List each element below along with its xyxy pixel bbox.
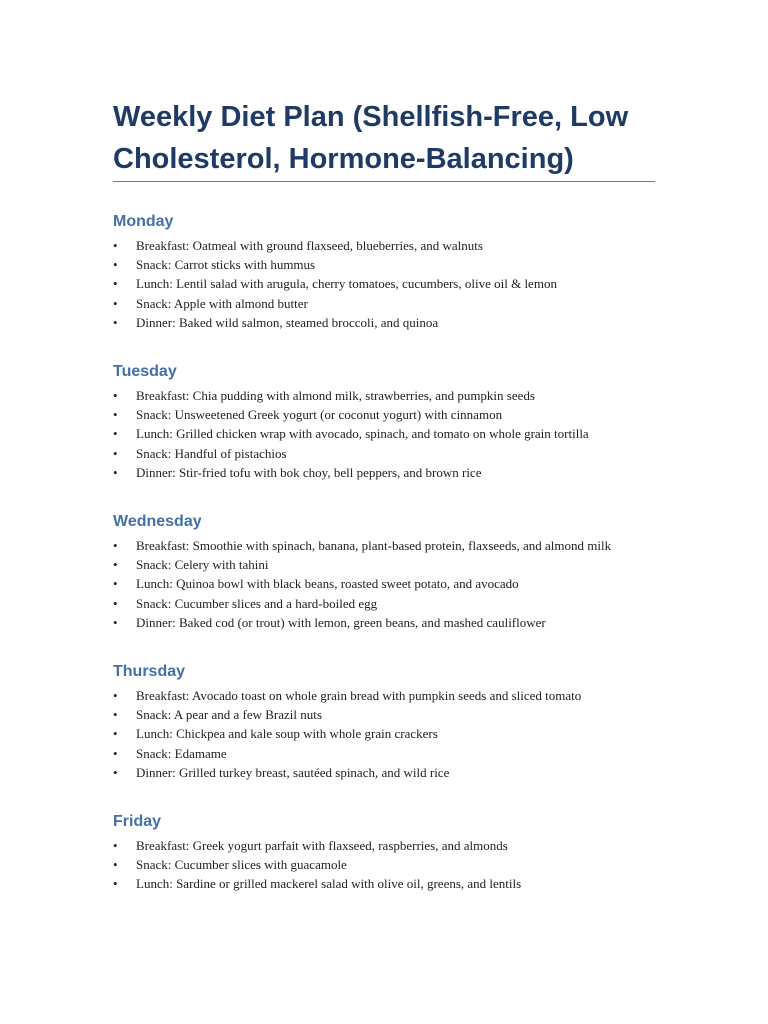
meal-text: Breakfast: Smoothie with spinach, banana, plant-based protein, flaxseeds, and almond milk <box>136 538 612 554</box>
day-heading: Thursday <box>113 663 186 681</box>
meal-list-item <box>113 705 656 724</box>
bullet-icon: • <box>113 388 118 404</box>
days-container <box>113 212 658 894</box>
meal-list <box>113 536 658 632</box>
meal-list-item <box>113 424 656 443</box>
bullet-icon: • <box>113 464 118 480</box>
day-heading: Wednesday <box>113 513 202 531</box>
meal-text: Snack: Cucumber slices and a hard-boiled egg <box>136 595 378 611</box>
meal-text: Snack: A pear and a few Brazil nuts <box>136 707 322 723</box>
meal-list-item <box>113 555 656 574</box>
bullet-icon: • <box>113 445 118 461</box>
meal-text: Lunch: Quinoa bowl with black beans, roasted sweet potato, and avocado <box>136 576 519 592</box>
meal-list-item <box>113 574 656 593</box>
day-heading: Monday <box>113 213 174 230</box>
meal-list-item <box>113 836 656 855</box>
meal-list-item <box>113 313 656 332</box>
meal-list-item <box>113 724 656 743</box>
meal-list-item <box>113 744 656 763</box>
bullet-icon: • <box>113 314 118 330</box>
bullet-icon: • <box>113 538 118 554</box>
meal-text: Breakfast: Avocado toast on whole grain bread with pumpkin seeds and sliced tomato <box>136 688 582 704</box>
bullet-icon: • <box>113 614 118 630</box>
meal-text: Breakfast: Chia pudding with almond milk, strawberries, and pumpkin seeds <box>136 388 535 404</box>
meal-text: Breakfast: Greek yogurt parfait with flaxseed, raspberries, and almonds <box>136 838 508 854</box>
meal-text: Lunch: Grilled chicken wrap with avocado, spinach, and tomato on whole grain tortilla <box>136 426 589 442</box>
meal-list-item <box>113 686 656 705</box>
bullet-icon: • <box>113 688 118 704</box>
bullet-icon: • <box>113 745 118 761</box>
meal-list-item <box>113 613 656 632</box>
meal-list-item <box>113 294 656 313</box>
bullet-icon: • <box>113 295 118 311</box>
meal-list <box>113 836 658 894</box>
meal-list <box>113 686 658 782</box>
meal-text: Dinner: Baked cod (or trout) with lemon, green beans, and mashed cauliflower <box>136 614 546 630</box>
bullet-icon: • <box>113 838 118 854</box>
meal-text: Snack: Cucumber slices with guacamole <box>136 857 347 873</box>
bullet-icon: • <box>113 857 118 873</box>
meal-list-item <box>113 536 656 555</box>
meal-list-item <box>113 855 656 874</box>
meal-text: Snack: Handful of pistachios <box>136 445 287 461</box>
meal-list-item <box>113 405 656 424</box>
bullet-icon: • <box>113 276 118 292</box>
day-section-monday <box>113 212 658 332</box>
meal-text: Dinner: Stir-fried tofu with bok choy, bell peppers, and brown rice <box>136 464 482 480</box>
meal-list-item <box>113 386 656 405</box>
bullet-icon: • <box>113 238 118 253</box>
meal-text: Dinner: Grilled turkey breast, sautéed spinach, and wild rice <box>136 764 450 780</box>
bullet-icon: • <box>113 557 118 573</box>
meal-list <box>113 236 658 332</box>
meal-text: Snack: Edamame <box>136 745 227 761</box>
day-section-friday <box>113 812 658 894</box>
bullet-icon: • <box>113 426 118 442</box>
bullet-icon: • <box>113 407 118 423</box>
meal-list-item <box>113 594 656 613</box>
meal-list-item <box>113 236 656 255</box>
bullet-icon: • <box>113 576 118 592</box>
bullet-icon: • <box>113 876 118 892</box>
meal-list <box>113 386 658 482</box>
day-heading: Tuesday <box>113 363 177 381</box>
meal-text: Dinner: Baked wild salmon, steamed broccoli, and quinoa <box>136 314 439 330</box>
bullet-icon: • <box>113 595 118 611</box>
meal-text: Lunch: Sardine or grilled mackerel salad with olive oil, greens, and lentils <box>136 876 522 892</box>
meal-text: Snack: Carrot sticks with hummus <box>136 257 316 273</box>
meal-text: Lunch: Chickpea and kale soup with whole grain crackers <box>136 726 438 742</box>
bullet-icon: • <box>113 257 118 273</box>
bullet-icon: • <box>113 707 118 723</box>
document-title: Weekly Diet Plan (Shellfish-Free, Low Cholesterol, Hormone-Balancing) <box>113 96 655 182</box>
day-heading: Friday <box>113 813 162 831</box>
bullet-icon: • <box>113 726 118 742</box>
meal-list-item <box>113 463 656 482</box>
meal-list-item <box>113 274 656 293</box>
meal-list-item <box>113 444 656 463</box>
bullet-icon: • <box>113 764 118 780</box>
meal-text: Breakfast: Oatmeal with ground flaxseed, blueberries, and walnuts <box>136 238 483 253</box>
meal-text: Snack: Apple with almond butter <box>136 295 308 311</box>
meal-text: Snack: Unsweetened Greek yogurt (or coconut yogurt) with cinnamon <box>136 407 503 423</box>
day-section-tuesday <box>113 362 658 482</box>
meal-list-item <box>113 874 656 893</box>
meal-list-item <box>113 763 656 782</box>
meal-text: Snack: Celery with tahini <box>136 557 269 573</box>
day-section-thursday <box>113 662 658 782</box>
day-section-wednesday <box>113 512 658 632</box>
meal-list-item <box>113 255 656 274</box>
meal-text: Lunch: Lentil salad with arugula, cherry tomatoes, cucumbers, olive oil & lemon <box>136 276 557 292</box>
document-page <box>113 96 658 894</box>
